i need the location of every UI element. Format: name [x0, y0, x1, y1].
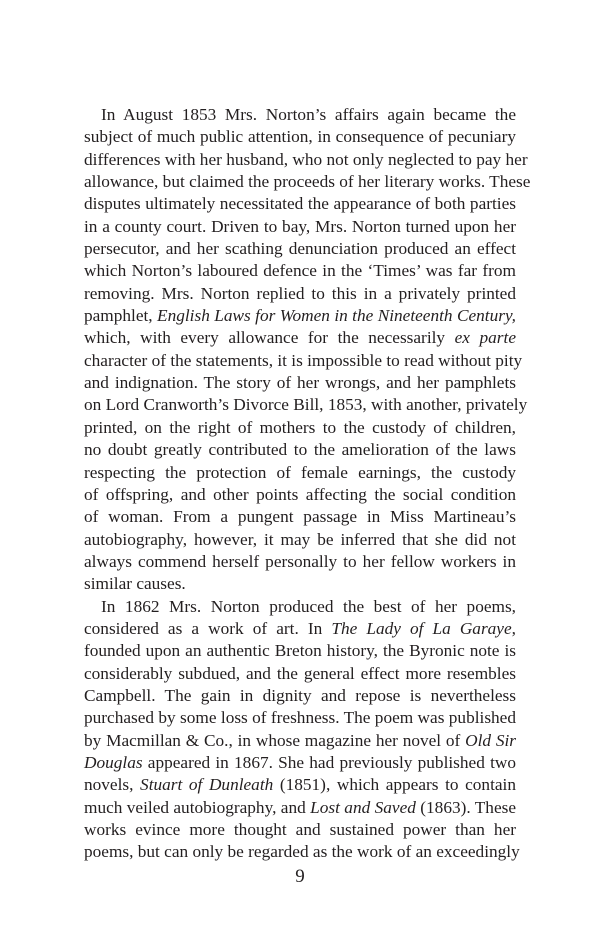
text-line [84, 529, 516, 551]
text-segment: In August 1853 Mrs. Norton’s affairs again became the [101, 105, 516, 124]
text-segment: disputes ultimately necessitated the appearance of both parties [84, 194, 516, 214]
italic-title-text: Stuart of Dunleath [140, 775, 274, 795]
text-segment: differences with her husband, who not only neglected to pay her [84, 149, 528, 169]
text-segment: by Macmillan & Co., in whose magazine her novel of [84, 730, 466, 750]
text-segment: pamphlet, [84, 306, 158, 326]
text-line [84, 238, 516, 260]
text-line [84, 372, 516, 394]
italic-title-text: Douglas [84, 752, 143, 772]
text-segment: and indignation. The story of her wrongs, and her pamphlets [84, 373, 516, 393]
text-line [84, 551, 516, 573]
text-segment: purchased by some loss of freshness. The poem was published [84, 708, 516, 728]
text-line [84, 260, 516, 282]
text-line [84, 305, 516, 327]
text-segment: of offspring, and other points affecting the social condition [84, 484, 516, 504]
text-line [84, 283, 516, 305]
text-segment: (1863). These [415, 797, 517, 817]
text-segment: works evince more thought and sustained power than her [84, 820, 516, 839]
text-segment: persecutor, and her scathing denunciation produced an effect [84, 239, 516, 259]
text-segment: allowance, but claimed the proceeds of her literary works. These [84, 172, 531, 192]
text-line [84, 797, 516, 819]
text-line [84, 149, 528, 171]
italic-title-text: English Laws for Women in the Nineteenth Century, [157, 306, 516, 326]
text-line [84, 394, 528, 416]
text-line [84, 439, 516, 461]
text-segment: novels, [84, 775, 141, 795]
text-segment: in a county court. Driven to bay, Mrs. Norton turned upon her [84, 216, 516, 236]
text-line [84, 327, 516, 349]
text-line [84, 506, 516, 528]
text-line [84, 819, 516, 841]
text-segment: much veiled autobiography, and [84, 797, 311, 817]
text-segment: on Lord Cranworth’s Divorce Bill, 1853, with another, privately [84, 395, 528, 415]
text-segment: (1851), which appears to contain [273, 775, 516, 795]
italic-title-text: The Lady of La Garaye [331, 618, 512, 638]
text-segment: removing. Mrs. Norton replied to this in a privately printed [84, 283, 516, 303]
text-segment: Campbell. The gain in dignity and repose is nevertheless [84, 685, 516, 705]
text-segment: considered as a work of art. In [84, 618, 332, 638]
text-line [84, 350, 523, 372]
text-line [84, 104, 516, 126]
italic-title-text: ex parte [454, 328, 516, 348]
text-segment: , [511, 618, 516, 638]
text-line [84, 841, 520, 863]
text-segment: which, with every allowance for the necessarily [84, 328, 455, 348]
text-line [84, 462, 516, 484]
text-segment: appeared in 1867. She had previously published two [142, 752, 516, 772]
text-line [84, 417, 516, 439]
text-line [84, 216, 516, 238]
text-line [84, 573, 516, 595]
text-line [84, 640, 516, 662]
text-line [84, 663, 516, 685]
text-line [84, 484, 516, 506]
page-number: 9 [295, 866, 305, 887]
text-segment: character of the statements, it is impossible to read without pity [84, 350, 523, 370]
text-segment: of woman. From a pungent passage in Miss Martineau’s [84, 507, 516, 527]
text-segment: which Norton’s laboured defence in the ‘Times’ was far from [84, 261, 516, 281]
text-segment: always commend herself personally to her fellow workers in [84, 551, 516, 571]
text-segment: respecting the protection of female earnings, the custody [84, 462, 516, 482]
text-line [84, 730, 516, 752]
body-text [84, 104, 531, 864]
text-segment: similar causes. [84, 574, 186, 594]
text-line [84, 596, 516, 618]
text-line [84, 774, 516, 796]
text-line [84, 752, 516, 774]
text-line [84, 618, 516, 640]
text-segment: founded upon an authentic Breton history, the Byronic note is [84, 641, 516, 661]
italic-title-text: Lost and Saved [310, 797, 416, 817]
text-segment: poems, but can only be regarded as the work of an exceedingly [84, 842, 520, 862]
text-line [84, 126, 516, 148]
text-segment: considerably subdued, and the general effect more resembles [84, 663, 516, 683]
text-line [84, 707, 516, 729]
text-segment: subject of much public attention, in consequence of pecuniary [84, 127, 516, 147]
text-line [84, 685, 516, 707]
text-segment: printed, on the right of mothers to the custody of children, [84, 417, 516, 437]
italic-title-text: Old Sir [465, 730, 516, 750]
text-segment: no doubt greatly contributed to the amelioration of the laws [84, 440, 516, 460]
text-line [84, 171, 531, 193]
text-line [84, 193, 516, 215]
text-segment: In 1862 Mrs. Norton produced the best of her poems, [101, 596, 516, 616]
text-segment: autobiography, however, it may be inferred that she did not [84, 529, 516, 549]
